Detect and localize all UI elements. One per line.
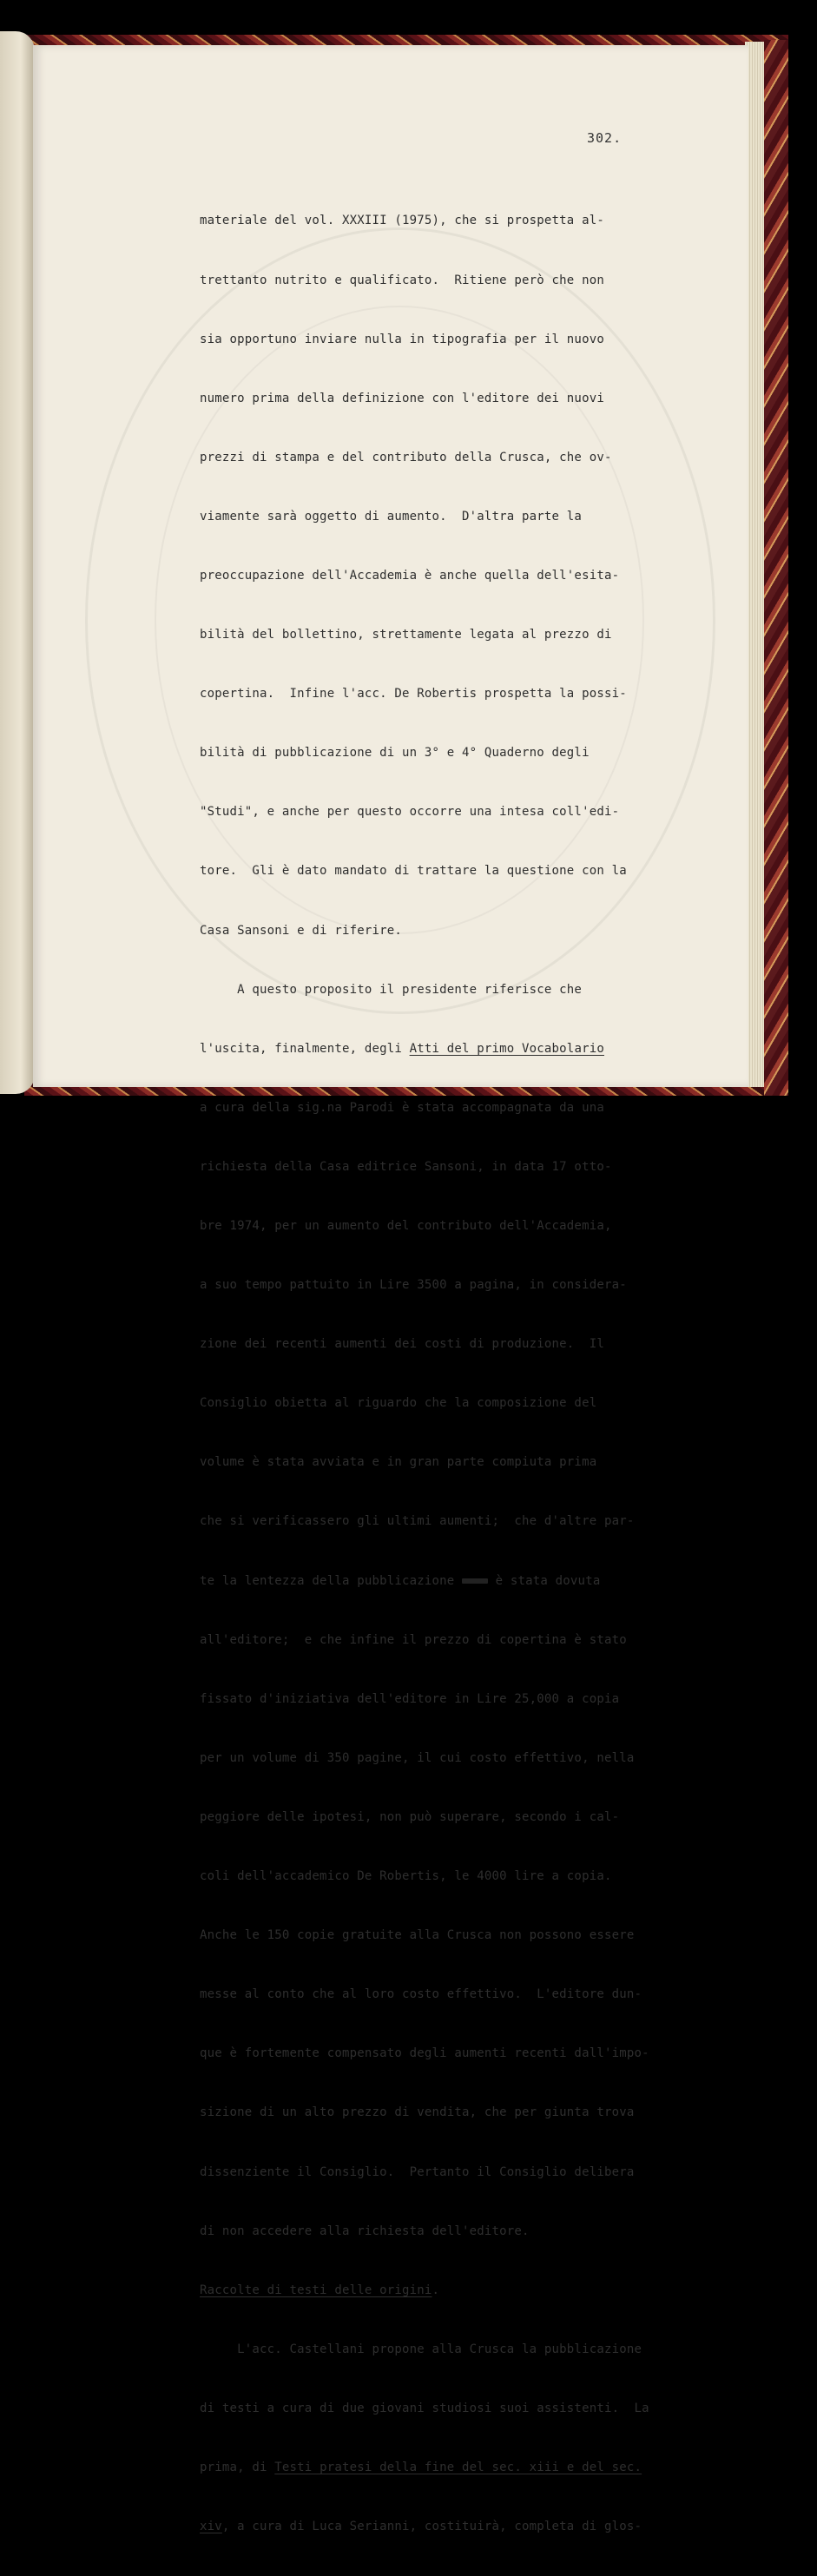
text-segment: preoccupazione dell'Accademia è anche quella dell'esita- [200, 568, 620, 583]
text-line [200, 1571, 755, 1591]
text-segment: che si verificassero gli ultimi aumenti; che d'altre par- [200, 1514, 635, 1529]
text-segment: copertina. Infine l'acc. De Robertis prospetta la possi- [200, 687, 627, 702]
marbled-cover-edge [764, 40, 788, 1096]
left-page-edge [0, 31, 35, 1094]
text-segment: dissenziente il Consiglio. Pertanto il Consiglio delibera [200, 2164, 635, 2179]
text-segment: materiale del vol. XXXIII (1975), che si prospetta al- [200, 214, 604, 228]
page-number: 302. [587, 130, 623, 146]
text-segment: . [432, 2283, 440, 2297]
text-line [200, 2340, 755, 2360]
text-segment: a cura della sig.na Parodi è stata accompagnata da una [200, 1100, 604, 1115]
text-line [200, 2517, 755, 2537]
text-line [200, 566, 755, 586]
text-line [200, 1039, 755, 1059]
text-line [200, 1157, 755, 1177]
text-line [200, 1749, 755, 1769]
text-segment: sizione di un alto prezzo di vendita, che per giunta trova [200, 2105, 635, 2120]
text-line [200, 1334, 755, 1354]
text-segment: Anche le 150 copie gratuite alla Crusca non possono essere [200, 1928, 635, 1943]
text-segment: bilità di pubblicazione di un 3° e 4° Quaderno degli [200, 746, 590, 761]
text-segment: te la lentezza della pubblicazione [200, 1573, 463, 1588]
text-line [200, 1631, 755, 1650]
underlined-title: xiv [200, 2520, 222, 2534]
text-line [200, 389, 755, 409]
text-segment: prezzi di stampa e del contributo della Crusca, che ov- [200, 450, 612, 464]
text-segment: que è fortemente compensato degli aumenti recenti dall'impo- [200, 2046, 649, 2061]
text-line [200, 2044, 755, 2064]
text-line [200, 1808, 755, 1828]
text-segment: fissato d'iniziativa dell'editore in Lire 25,000 a copia [200, 1691, 620, 1706]
text-line [200, 448, 755, 468]
text-line [200, 1690, 755, 1710]
text-line [200, 330, 755, 350]
text-segment: volume è stata avviata e in gran parte compiuta prima [200, 1455, 597, 1470]
text-segment: A questo proposito il presidente riferisce che [200, 982, 583, 997]
text-line [200, 1098, 755, 1118]
text-line [200, 802, 755, 822]
text-line [200, 1985, 755, 2005]
struck-out-word [462, 1578, 488, 1584]
text-segment: è stata dovuta [488, 1573, 601, 1588]
section-heading: Raccolte di testi delle origini [200, 2283, 432, 2297]
text-segment: numero prima della definizione con l'editore dei nuovi [200, 391, 604, 405]
text-line [200, 2399, 755, 2419]
text-segment: zione dei recenti aumenti dei costi di produzione. Il [200, 1337, 604, 1352]
text-line [200, 2103, 755, 2123]
text-segment: peggiore delle ipotesi, non può superare, secondo i cal- [200, 1809, 620, 1824]
text-segment: L'acc. Castellani propone alla Crusca la pubblicazione [200, 2342, 642, 2356]
text-segment: bre 1974, per un aumento del contributo dell'Accademia, [200, 1219, 612, 1233]
text-line [200, 2222, 755, 2242]
section-heading-line [200, 2281, 755, 2301]
text-line [200, 1393, 755, 1413]
text-line [200, 625, 755, 645]
text-segment: tore. Gli è dato mandato di trattare la questione con la [200, 864, 627, 879]
text-line [200, 743, 755, 763]
text-segment: a suo tempo pattuito in Lire 3500 a pagina, in considera- [200, 1278, 627, 1293]
text-segment: per un volume di 350 pagine, il cui costo effettivo, nella [200, 1750, 635, 1765]
text-line [200, 211, 755, 231]
text-line [200, 921, 755, 941]
text-line [200, 2163, 755, 2183]
text-segment: richiesta della Casa editrice Sansoni, in data 17 otto- [200, 1159, 612, 1174]
text-line [200, 1926, 755, 1946]
text-segment: di testi a cura di due giovani studiosi suoi assistenti. La [200, 2401, 649, 2415]
text-line [200, 271, 755, 291]
text-line [200, 507, 755, 527]
text-segment: , a cura di Luca Serianni, costituirà, completa di glos- [221, 2520, 642, 2534]
text-segment: Consiglio obietta al riguardo che la composizione del [200, 1396, 597, 1411]
text-segment: all'editore; e che infine il prezzo di copertina è stato [200, 1632, 627, 1647]
text-line [200, 1512, 755, 1532]
text-segment: messe al conto che al loro costo effettivo. L'editore dun- [200, 1987, 642, 2002]
text-segment: "Studi", e anche per questo occorre una intesa coll'edi- [200, 805, 620, 820]
body-text [200, 172, 755, 2576]
text-segment: trettanto nutrito e qualificato. Ritiene però che non [200, 273, 604, 287]
text-segment: prima, di [200, 2460, 275, 2474]
text-line [200, 1275, 755, 1295]
text-segment: l'uscita, finalmente, degli [200, 1041, 410, 1056]
text-line [200, 861, 755, 881]
text-line [200, 1453, 755, 1472]
text-line [200, 684, 755, 704]
text-line [200, 980, 755, 1000]
text-segment: coli dell'accademico De Robertis, le 4000 lire a copia. [200, 1869, 612, 1884]
document-page [33, 45, 748, 2534]
text-line [200, 2458, 755, 2478]
text-segment: Casa Sansoni e di riferire. [200, 923, 402, 938]
text-segment: viamente sarà oggetto di aumento. D'altra parte la [200, 509, 583, 524]
underlined-title: Testi pratesi della fine del sec. xiii e del sec. [274, 2460, 642, 2474]
text-segment: sia opportuno inviare nulla in tipografia per il nuovo [200, 332, 604, 346]
text-segment: di non accedere alla richiesta dell'editore. [200, 2224, 530, 2238]
text-line [200, 1867, 755, 1887]
underlined-title: Atti del primo Vocabolario [409, 1041, 604, 1056]
text-segment: bilità del bollettino, strettamente legata al prezzo di [200, 628, 612, 642]
text-line [200, 1216, 755, 1236]
